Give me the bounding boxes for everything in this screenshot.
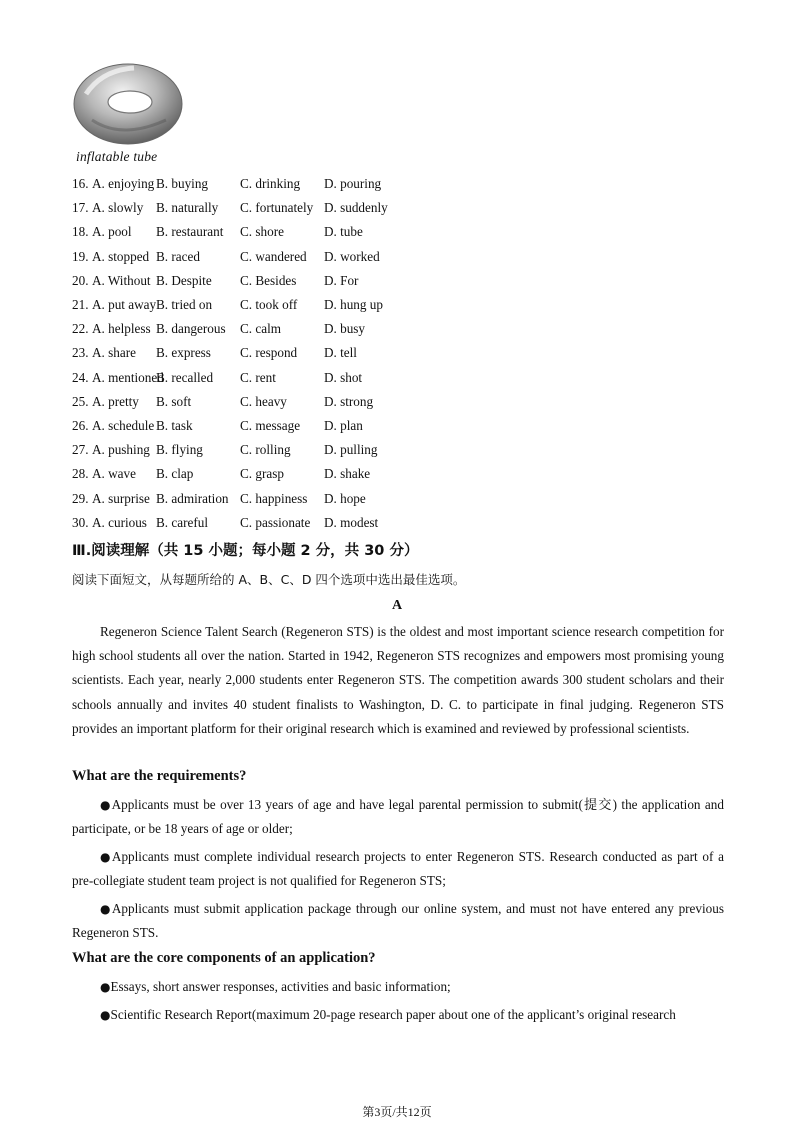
option-d: D. strong [324,393,374,409]
option-c: C. heavy [240,393,287,409]
option-a: A. pretty [92,393,139,409]
option-b: B. recalled [156,369,214,385]
requirement-3 [72,897,724,945]
question-number: 26. [72,418,89,433]
option-b: B. task [156,418,193,433]
requirement-1-text: Applicants must be over 13 years of age and have legal parental permission to submit(提交) the application and participate, or be 18 years of age or older; [72,797,724,837]
option-a: A. curious [92,514,147,530]
passage-title: A [391,598,403,613]
question-number: 29. [72,490,89,506]
option-c: C. rent [240,369,276,385]
option-c: C. Besides [240,272,297,288]
bullet-icon: ● [100,798,112,812]
question-number: 22. [72,321,89,337]
option-c: C. drinking [240,176,301,191]
question-number: 24. [72,369,89,385]
option-c: C. rolling [240,442,291,458]
option-b: B. raced [156,248,200,264]
section-title: Ⅲ.阅读理解（共 15 小题；每小题 2 分，共 30 分） [72,543,419,559]
option-a: A. share [92,345,136,361]
requirement-1 [72,793,724,841]
page-number: 第3页/共12页 [362,1105,432,1119]
option-b: B. restaurant [156,224,224,240]
bullet-icon: ● [100,902,112,916]
bullet-icon: ● [100,980,111,994]
question-number: 16. [72,176,89,191]
question-number: 30. [72,514,89,530]
option-d: D. tube [324,224,363,240]
option-c: C. wandered [240,248,307,264]
option-b: B. buying [156,176,209,191]
option-a: A. helpless [92,321,151,337]
option-d: D. busy [324,321,366,337]
option-b: B. flying [156,442,203,458]
section-instruction: 阅读下面短文，从每题所给的 A、B、C、D 四个选项中选出最佳选项。 [72,572,466,587]
component-1-text: Essays, short answer responses, activities and basic information; [110,979,451,994]
option-a: A. surprise [92,490,150,506]
option-a: A. mentioned [92,369,164,385]
option-c: C. passionate [240,514,311,530]
bullet-icon: ● [100,850,112,864]
option-b: B. careful [156,514,208,530]
option-c: C. grasp [240,466,284,482]
option-a: A. stopped [92,248,150,264]
bullet-icon: ● [100,1008,111,1022]
option-d: D. hung up [324,297,383,312]
option-c: C. calm [240,321,282,337]
option-a: A. Without [92,272,151,288]
passage-intro: Regeneron Science Talent Search (Regeneron STS) is the oldest and most important science research competition for high school students all over the nation. Started in 1942, Regeneron STS recognizes and empowers most promising young scientists. Each year, nearly 2,000 students enter Regeneron STS. The competition awards 300 student scholars and their schools annually and invites 40 student finalists to Washington, D. C. to participate in final judging. Regeneron STS provides an important platform for their original research which is examined and reviewed by professional scientists. [72,624,724,736]
option-a: A. enjoying [92,176,155,191]
question-number: 28. [72,466,89,482]
option-b: B. soft [156,393,192,409]
question-number: 23. [72,345,89,361]
option-a: A. schedule [92,418,155,433]
option-b: B. tried on [156,297,213,312]
option-d: D. shake [324,466,371,482]
option-b: B. express [156,345,211,361]
option-c: C. happiness [240,490,308,506]
option-a: A. put away [92,297,157,312]
option-d: D. tell [324,345,357,361]
question-number: 25. [72,393,89,409]
heading-components: What are the core components of an application? [72,950,376,966]
option-d: D. shot [324,369,363,385]
option-a: A. slowly [92,200,144,216]
option-d: D. worked [324,248,380,264]
requirement-2-text: Applicants must complete individual research projects to enter Regeneron STS. Research conducted as part of a pre-collegiate student team project is not qualified for Regeneron STS; [72,849,724,889]
figure-caption: inflatable tube [76,149,158,164]
option-d: D. For [324,272,359,288]
question-number: 20. [72,272,89,288]
question-number: 27. [72,442,89,458]
component-2-text: Scientific Research Report(maximum 20-page research paper about one of the applicant’s original research [110,1007,676,1022]
option-b: B. dangerous [156,321,226,337]
question-number: 21. [72,297,89,312]
option-b: B. Despite [156,272,212,288]
requirement-3-text: Applicants must submit application package through our online system, and must not have entered any previous Regeneron STS. [72,901,724,941]
requirement-2 [72,845,724,893]
option-d: D. modest [324,514,379,530]
option-b: B. admiration [156,490,229,506]
option-a: A. pushing [92,442,150,458]
component-1 [72,975,724,999]
option-a: A. pool [92,224,132,240]
option-d: D. suddenly [324,200,388,216]
option-a: A. wave [92,466,136,482]
component-2 [72,1003,724,1027]
heading-requirements: What are the requirements? [72,768,247,784]
option-c: C. respond [240,345,298,361]
option-b: B. naturally [156,200,219,216]
option-d: D. plan [324,418,363,433]
option-d: D. pouring [324,176,382,191]
question-number: 18. [72,224,89,240]
question-number: 19. [72,248,89,264]
inflatable-tube-image [72,58,184,148]
option-c: C. took off [240,297,298,312]
option-c: C. fortunately [240,200,314,216]
question-number: 17. [72,200,89,216]
option-b: B. clap [156,466,194,482]
option-d: D. pulling [324,442,378,458]
option-d: D. hope [324,490,366,506]
option-c: C. shore [240,224,284,240]
option-c: C. message [240,418,301,433]
